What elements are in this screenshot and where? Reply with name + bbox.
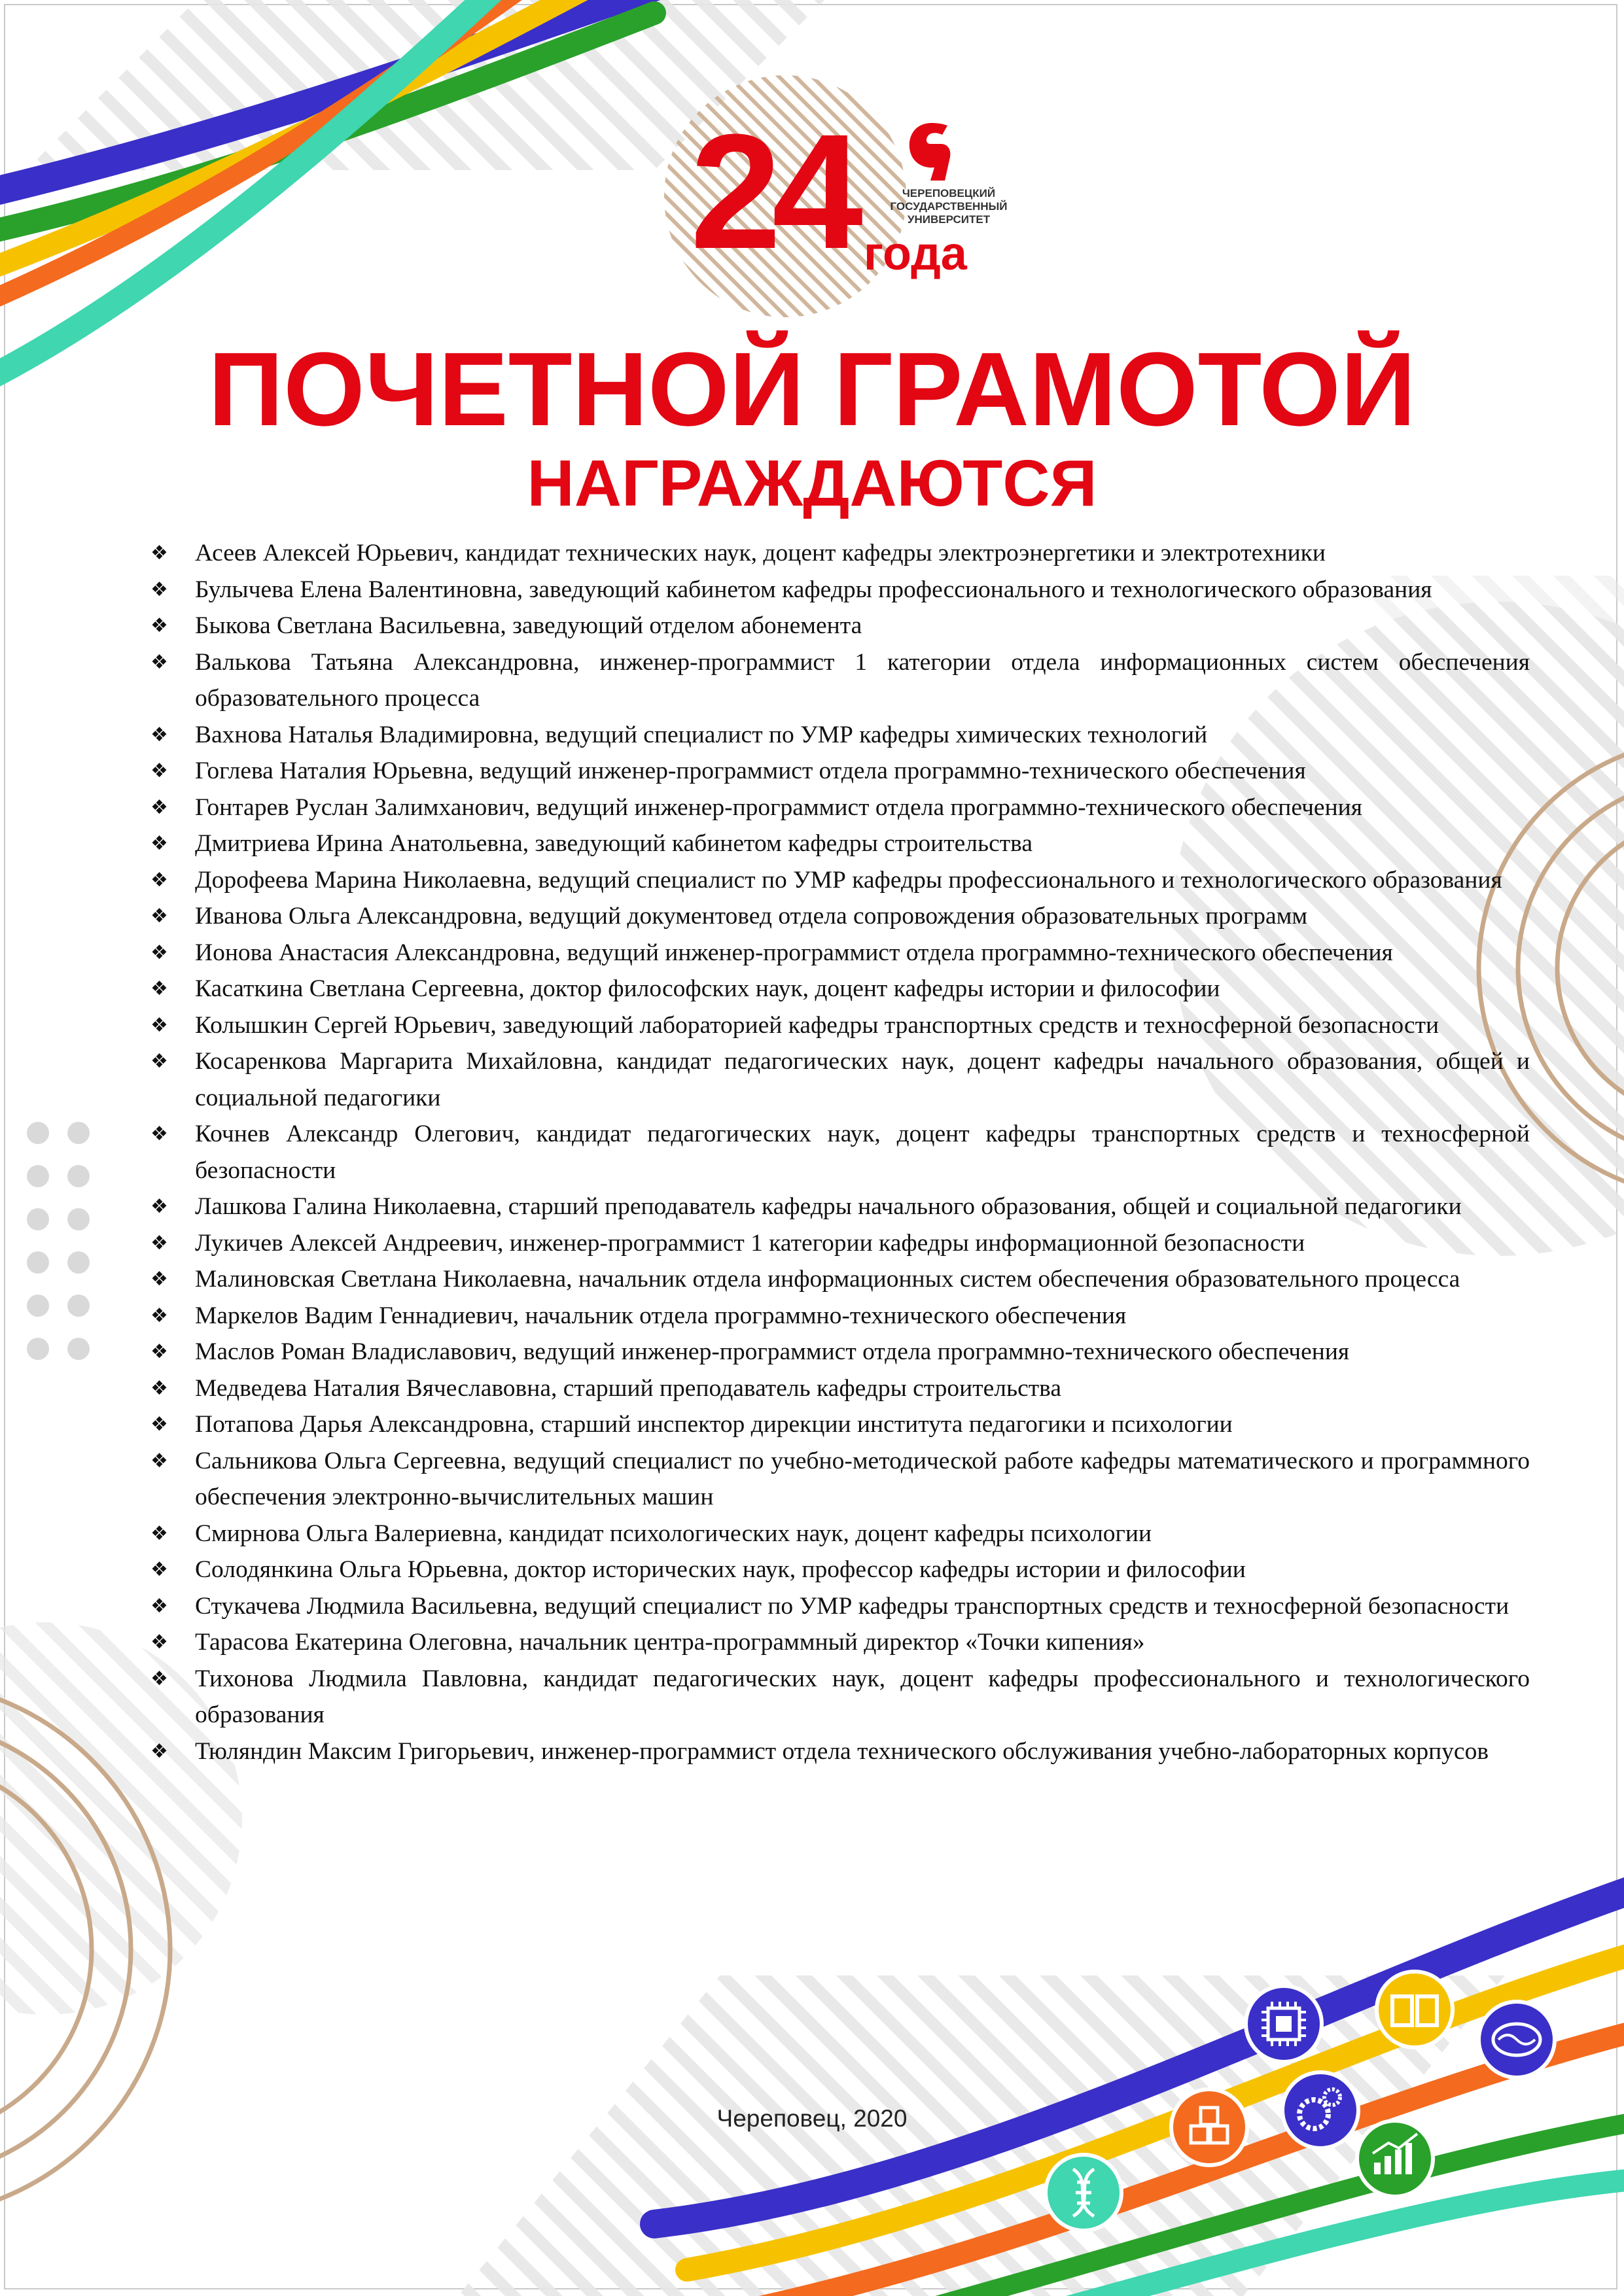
list-item (148, 790, 1530, 826)
dot-grid (27, 1122, 90, 1360)
bullet-icon: ❖ (150, 1340, 168, 1363)
awardee-text: Потапова Дарья Александровна, старший инспектор дирекции института педагогики и психологии (195, 1411, 1233, 1438)
bullet-icon: ❖ (150, 1558, 168, 1581)
list-item (148, 1733, 1530, 1770)
awardee-text: Лашкова Галина Николаевна, старший преподаватель кафедры начального образования, общей и социальной педагогики (195, 1193, 1462, 1220)
list-item (148, 1116, 1530, 1189)
bullet-icon: ❖ (150, 1050, 168, 1073)
bullet-icon: ❖ (150, 1667, 168, 1690)
list-item (148, 1261, 1530, 1298)
bullet-icon: ❖ (150, 1195, 168, 1218)
bullet-icon: ❖ (150, 795, 168, 819)
university-name (883, 187, 1014, 226)
list-item (148, 971, 1530, 1007)
bullet-icon: ❖ (150, 1413, 168, 1436)
bullet-icon: ❖ (150, 1376, 168, 1400)
bullet-icon: ❖ (150, 1122, 168, 1145)
list-item (148, 535, 1530, 572)
bullet-icon: ❖ (150, 1268, 168, 1291)
awardee-text: Тарасова Екатерина Олеговна, начальник центра-программный директор «Точки кипения» (195, 1629, 1145, 1656)
awardee-text: Гонтарев Руслан Залимханович, ведущий инженер-программист отдела программно-технического обеспечения (195, 793, 1362, 821)
awardees-list (148, 535, 1530, 1769)
awardee-text: Дмитриева Ирина Анатольевна, заведующий кабинетом кафедры строительства (195, 830, 1033, 857)
awardee-text: Асеев Алексей Юрьевич, кандидат технических наук, доцент кафедры электроэнергетики и электротехники (195, 540, 1326, 566)
awardee-text: Тихонова Людмила Павловна, кандидат педагогических наук, доцент кафедры профессионального и технологического образования (195, 1665, 1530, 1728)
list-item (148, 898, 1530, 935)
awardee-text: Быкова Светлана Васильевна, заведующий отделом абонемента (195, 612, 862, 639)
microchip-icon (1246, 1986, 1322, 2062)
list-item (148, 1334, 1530, 1370)
list-item (148, 1516, 1530, 1552)
list-item (148, 572, 1530, 608)
list-item (148, 1624, 1530, 1661)
bullet-icon: ❖ (150, 1594, 168, 1618)
bullet-icon: ❖ (150, 1739, 168, 1763)
bullet-icon: ❖ (150, 650, 168, 674)
awardee-text: Маркелов Вадим Геннадиевич, начальник отдела программно-технического обеспечения (195, 1302, 1127, 1329)
anniversary-number: 24 (690, 100, 855, 283)
university-name-line: УНИВЕРСИТЕТ (907, 213, 991, 226)
list-item (148, 1007, 1530, 1044)
awardee-text: Смирнова Ольга Валериевна, кандидат психологических наук, доцент кафедры психологии (195, 1520, 1152, 1547)
bullet-icon: ❖ (150, 542, 168, 565)
page-title: ПОЧЕТНОЙ ГРАМОТОЙ (208, 330, 1416, 447)
list-item (148, 1552, 1530, 1588)
list-item (148, 826, 1530, 862)
bullet-icon: ❖ (150, 941, 168, 964)
bullet-icon: ❖ (150, 1231, 168, 1255)
list-item (148, 1225, 1530, 1262)
list-item (148, 753, 1530, 790)
bullet-icon: ❖ (150, 723, 168, 746)
awardee-text: Иванова Ольга Александровна, ведущий документовед отдела сопровождения образовательных программ (195, 903, 1308, 930)
list-item (148, 1043, 1530, 1116)
awardee-text: Валькова Татьяна Александровна, инженер-программист 1 категории отдела информационных систем обеспечения образовательного процесса (195, 648, 1530, 712)
awardee-text: Косаренкова Маргарита Михайловна, кандидат педагогических наук, доцент кафедры начального образования, общей и социальной педагогики (195, 1048, 1530, 1111)
list-item (148, 862, 1530, 899)
bullet-icon: ❖ (150, 1013, 168, 1037)
list-item (148, 1406, 1530, 1443)
awardee-text: Медведева Наталия Вячеславовна, старший преподаватель кафедры строительства (195, 1374, 1061, 1402)
bullet-icon: ❖ (150, 614, 168, 637)
awardee-text: Тюляндин Максим Григорьевич, инженер-программист отдела технического обслуживания учебно-лабораторных корпусов (195, 1737, 1489, 1765)
awardee-text: Дорофеева Марина Николаевна, ведущий специалист по УМР кафедры профессионального и технологического образования (195, 866, 1502, 894)
list-item (148, 1189, 1530, 1225)
footer-place-date: Череповец, 2020 (716, 2105, 908, 2132)
awardee-text: Касаткина Светлана Сергеевна, доктор философских наук, доцент кафедры истории и философии (195, 975, 1220, 1002)
awardee-text: Сальникова Ольга Сергеевна, ведущий специалист по учебно-методической работе кафедры математического и программного обеспечения электронно-вычислительных машин (195, 1447, 1530, 1510)
awardee-text: Колышкин Сергей Юрьевич, заведующий лабораторией кафедры транспортных средств и техносферной безопасности (195, 1011, 1439, 1039)
book-icon (1377, 1972, 1453, 2047)
awardee-text: Кочнев Александр Олегович, кандидат педагогических наук, доцент кафедры транспортных средств и техносферной безопасности (195, 1121, 1530, 1184)
awardee-text: Гоглева Наталия Юрьевна, ведущий инженер-программист отдела программно-технического обеспечения (195, 757, 1306, 784)
brain-icon (1479, 2002, 1555, 2078)
dna-icon (1046, 2155, 1121, 2231)
university-logo-icon (904, 118, 959, 183)
bullet-icon: ❖ (150, 832, 168, 855)
list-item (148, 935, 1530, 971)
university-name-line: ГОСУДАРСТВЕННЫЙ (890, 200, 1008, 213)
list-item (148, 1588, 1530, 1625)
bullet-icon: ❖ (150, 977, 168, 1000)
list-item (148, 1370, 1530, 1407)
list-item (148, 1661, 1530, 1733)
awardee-text: Ионова Анастасия Александровна, ведущий инженер-программист отдела программно-технического обеспечения (195, 939, 1393, 966)
bullet-icon: ❖ (150, 1522, 168, 1545)
awardee-text: Вахнова Наталья Владимировна, ведущий специалист по УМР кафедры химических технологий (195, 721, 1208, 748)
bullet-icon: ❖ (150, 905, 168, 928)
awardee-text: Маслов Роман Владиславович, ведущий инженер-программист отдела программно-технического обеспечения (195, 1338, 1350, 1365)
bullet-icon: ❖ (150, 1304, 168, 1327)
bullet-icon: ❖ (150, 1631, 168, 1654)
awardee-text: Солодянкина Ольга Юрьевна, доктор исторических наук, профессор кафедры истории и философии (195, 1556, 1246, 1583)
awardee-text: Булычева Елена Валентиновна, заведующий кабинетом кафедры профессионального и технологического образования (195, 576, 1432, 603)
bullet-icon: ❖ (150, 868, 168, 892)
list-item (148, 1298, 1530, 1334)
anniversary-word: года (864, 228, 967, 280)
awardee-text: Стукачева Людмила Васильевна, ведущий специалист по УМР кафедры транспортных средств и техносферной безопасности (195, 1592, 1509, 1620)
list-item (148, 717, 1530, 754)
list-item (148, 608, 1530, 644)
bullet-icon: ❖ (150, 759, 168, 782)
list-item (148, 1443, 1530, 1516)
page-subtitle: НАГРАЖДАЮТСЯ (527, 447, 1097, 520)
bullet-icon: ❖ (150, 1449, 168, 1472)
awardee-text: Малиновская Светлана Николаевна, начальник отдела информационных систем обеспечения образовательного процесса (195, 1266, 1460, 1293)
bullet-icon: ❖ (150, 578, 168, 601)
list-item (148, 644, 1530, 717)
university-name-line: ЧЕРЕПОВЕЦКИЙ (902, 187, 996, 200)
awardee-text: Лукичев Алексей Андреевич, инженер-программист 1 категории кафедры информационной безопасности (195, 1229, 1305, 1257)
